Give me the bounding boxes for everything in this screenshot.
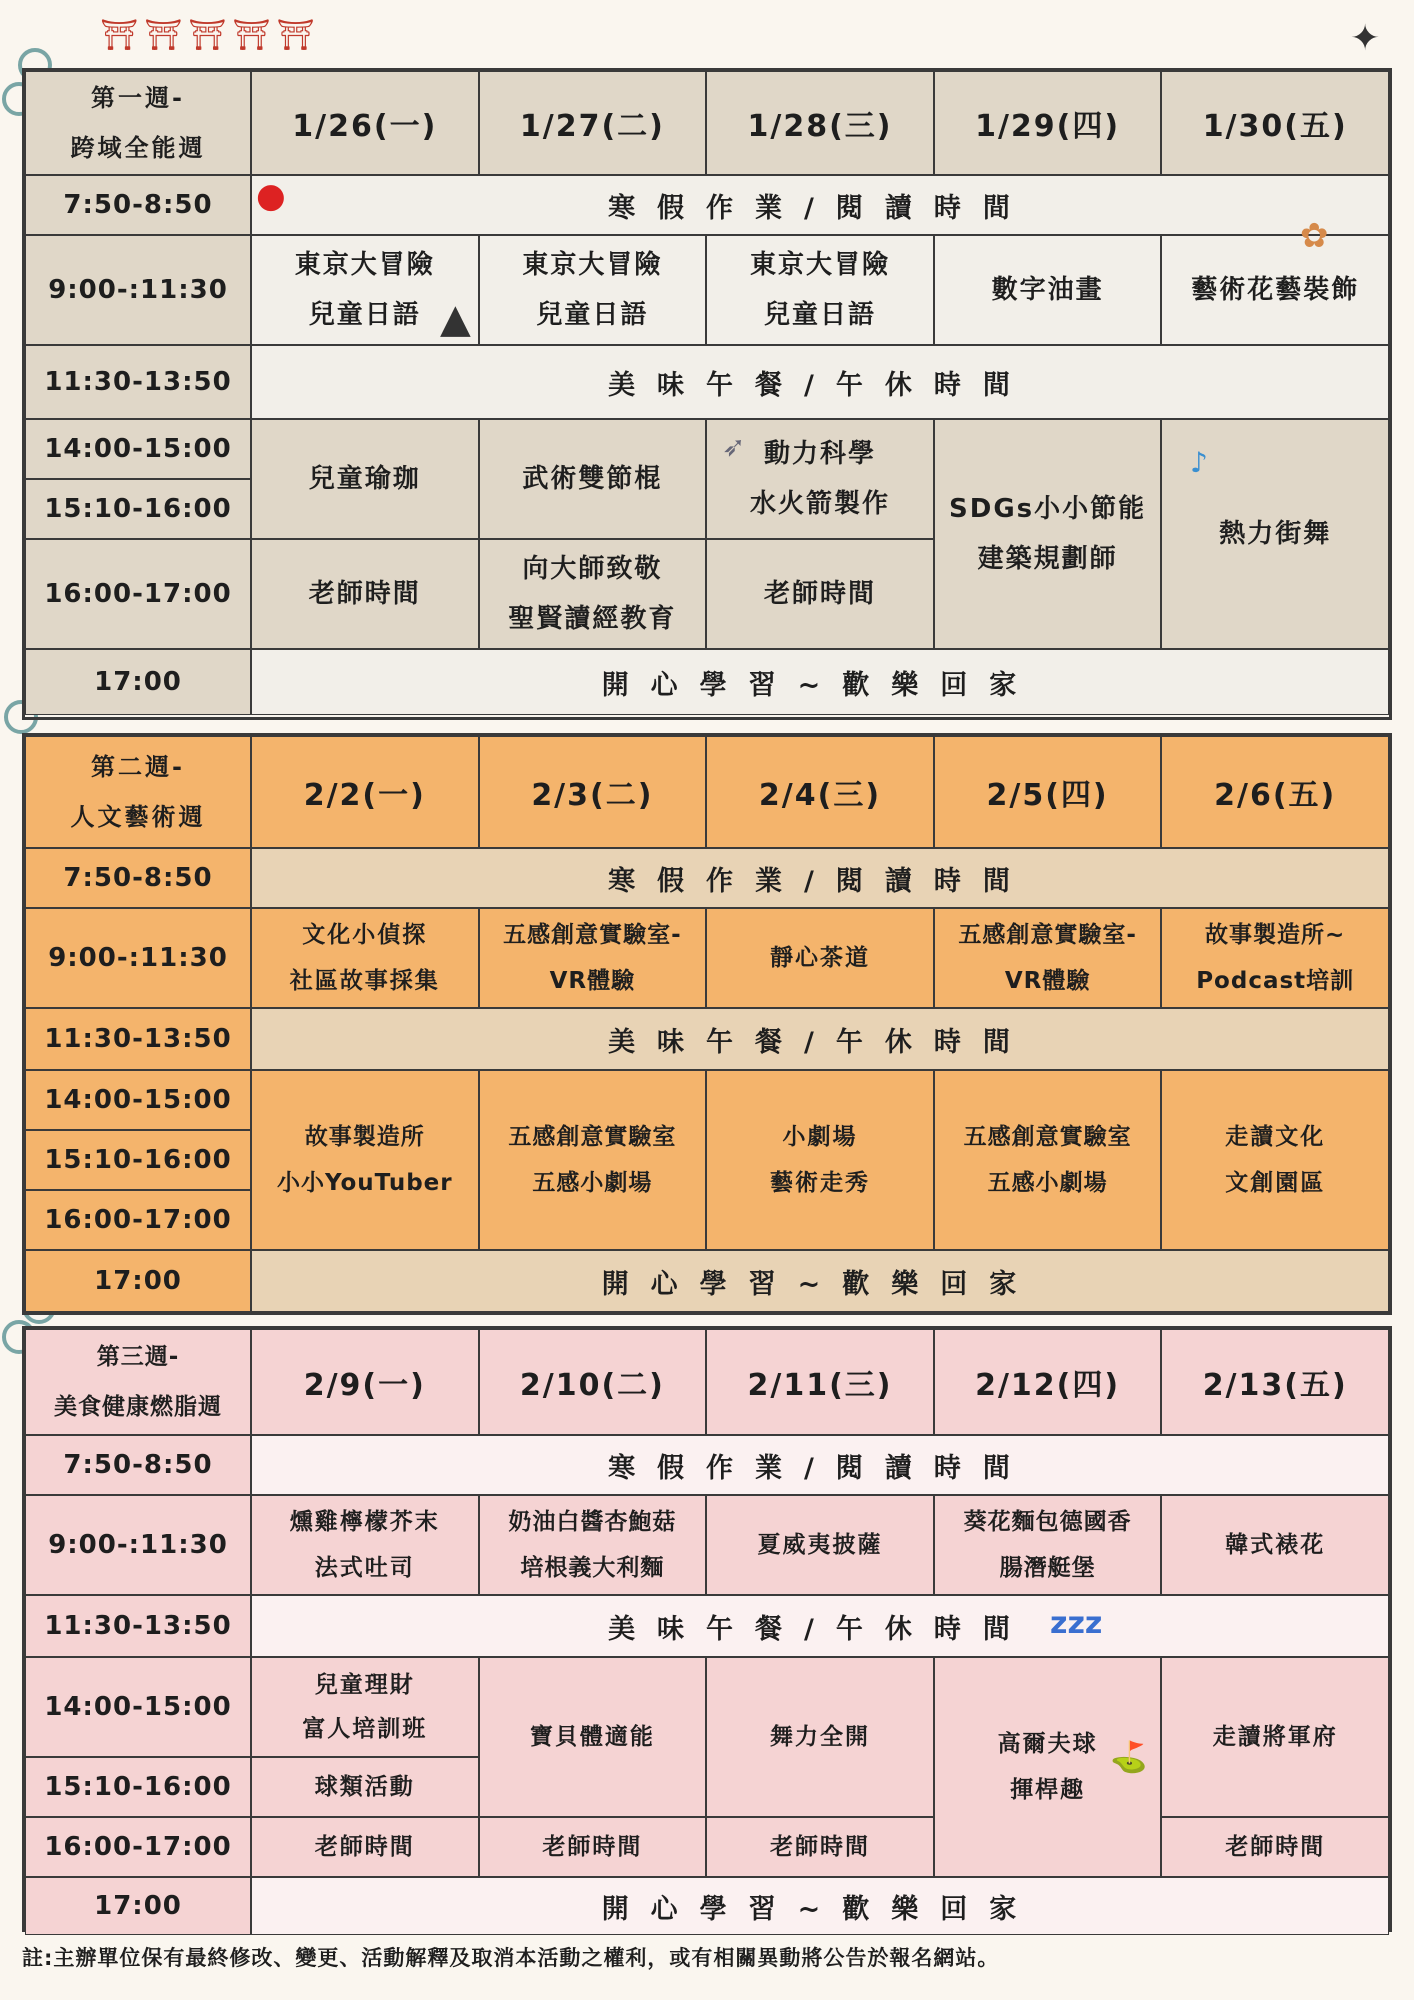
day-header: 1/30(五): [1161, 71, 1389, 175]
music-icon: ♪: [1190, 446, 1208, 479]
activity-cell: 熱力街舞: [1161, 419, 1389, 649]
day-header: 1/28(三): [706, 71, 934, 175]
logo-icon: ✦: [1350, 18, 1381, 59]
homework-row: 寒假作業/閱讀時間: [251, 1435, 1389, 1495]
time-slot: 15:10-16:00: [25, 1130, 251, 1190]
activity-cell: [251, 1495, 479, 1595]
activity-line: 兒童理財: [314, 1672, 415, 1698]
activity-cell: 老師時間: [1161, 1817, 1389, 1877]
day-header: 1/29(四): [934, 71, 1162, 175]
day-header: 2/5(四): [934, 736, 1162, 848]
activity-cell: [934, 908, 1162, 1008]
activity-line: 五感創意實驗室: [963, 1124, 1132, 1150]
activity-cell: [479, 1495, 707, 1595]
activity-line: 文創園區: [1225, 1170, 1326, 1196]
week-title-line: 美食健康燃脂週: [54, 1394, 222, 1420]
activity-cell: 老師時間: [706, 539, 934, 649]
activity-line: 夏威夷披薩: [757, 1532, 883, 1558]
day-header: 2/6(五): [1161, 736, 1389, 848]
activity-line: 五感創意實驗室-: [958, 922, 1137, 948]
activity-cell: [706, 235, 934, 345]
day-header: 2/4(三): [706, 736, 934, 848]
activity-line: 腸潛艇堡: [999, 1555, 1096, 1581]
japan-flag-icon: ●: [256, 176, 286, 216]
activity-cell: [934, 1070, 1162, 1250]
flower-icon: ✿: [1300, 216, 1329, 256]
activity-line: 五感創意實驗室: [508, 1124, 677, 1150]
time-slot: 16:00-17:00: [25, 1190, 251, 1250]
day-header: 2/2(一): [251, 736, 479, 848]
time-slot: 11:30-13:50: [25, 345, 251, 419]
time-slot: 17:00: [25, 1877, 251, 1935]
activity-cell: [479, 908, 707, 1008]
home-row: 開心學習~歡樂回家: [251, 1250, 1389, 1312]
week-title-line: 人文藝術週: [70, 803, 206, 831]
activity-cell: [479, 1070, 707, 1250]
activity-cell: 老師時間: [706, 1817, 934, 1877]
time-slot: 16:00-17:00: [25, 1817, 251, 1877]
time-slot: 17:00: [25, 1250, 251, 1312]
lunch-row: 美味午餐/午休時間: [251, 1008, 1389, 1070]
robot-row-icon: ⛩⛩⛩⛩⛩: [100, 18, 321, 53]
time-slot: 9:00-:11:30: [25, 235, 251, 345]
activity-line: 燻雞檸檬芥末: [289, 1509, 440, 1535]
activity-line: 五感小劇場: [987, 1170, 1108, 1196]
activity-line: 兒童日語: [763, 300, 876, 330]
activity-line: 小小YouTuber: [276, 1170, 453, 1196]
activity-line: 富人培訓班: [302, 1716, 428, 1742]
week-title: [25, 736, 251, 848]
time-slot: 7:50-8:50: [25, 848, 251, 908]
homework-row: 寒假作業/閱讀時間: [251, 175, 1389, 235]
rocket-icon: ➶: [722, 430, 746, 463]
activity-line: 數字油畫: [991, 275, 1104, 305]
time-slot: 17:00: [25, 649, 251, 715]
day-header: 2/10(二): [479, 1329, 707, 1435]
activity-cell: 老師時間: [479, 1817, 707, 1877]
time-slot: 11:30-13:50: [25, 1595, 251, 1657]
activity-line: 奶油白醬杏鮑菇: [508, 1509, 677, 1535]
week-title-line: 第二週-: [91, 753, 185, 781]
time-slot: 11:30-13:50: [25, 1008, 251, 1070]
activity-line: Podcast培訓: [1196, 968, 1355, 994]
activity-line: 藝術花藝裝飾: [1191, 275, 1360, 305]
week-3-table: [22, 1326, 1392, 1932]
activity-line: 聖賢讀經教育: [508, 604, 677, 634]
activity-cell: [706, 1495, 934, 1595]
activity-cell: [1161, 1495, 1389, 1595]
activity-cell: 寶貝體適能: [479, 1657, 707, 1817]
activity-cell: [479, 539, 707, 649]
time-slot: 14:00-15:00: [25, 1070, 251, 1130]
week-title: [25, 1329, 251, 1435]
activity-line: 兒童日語: [536, 300, 649, 330]
day-header: 2/3(二): [479, 736, 707, 848]
activity-line: 水火箭製作: [749, 489, 890, 519]
activity-line: 小劇場: [782, 1124, 858, 1150]
activity-line: 高爾夫球: [997, 1731, 1098, 1757]
lunch-row: 美味午餐/午休時間: [251, 345, 1389, 419]
activity-line: 東京大冒險: [522, 250, 663, 280]
day-header: 1/26(一): [251, 71, 479, 175]
activity-cell: [1161, 1070, 1389, 1250]
activity-cell: 球類活動: [251, 1757, 479, 1817]
activity-line: 動力科學: [763, 439, 876, 469]
time-slot: 14:00-15:00: [25, 1657, 251, 1757]
activity-line: 故事製造所~: [1205, 922, 1346, 948]
activity-line: VR體驗: [549, 968, 636, 994]
activity-line: 揮桿趣: [1010, 1777, 1086, 1803]
activity-line: 東京大冒險: [294, 250, 435, 280]
sleep-icon: zzz: [1050, 1606, 1103, 1641]
activity-line: 五感創意實驗室-: [503, 922, 682, 948]
activity-cell: [479, 235, 707, 345]
home-row: 開心學習~歡樂回家: [251, 649, 1389, 715]
activity-line: 靜心茶道: [769, 945, 870, 971]
week-title-line: 跨域全能週: [70, 134, 206, 162]
week-title-line: 第三週-: [96, 1344, 180, 1370]
homework-row: 寒假作業/閱讀時間: [251, 848, 1389, 908]
activity-line: 向大師致敬: [522, 554, 663, 584]
week-1-table: [22, 68, 1392, 720]
time-slot: 14:00-15:00: [25, 419, 251, 479]
activity-cell: 老師時間: [251, 539, 479, 649]
home-row: 開心學習~歡樂回家: [251, 1877, 1389, 1935]
activity-cell: [934, 1495, 1162, 1595]
day-header: 2/9(一): [251, 1329, 479, 1435]
activity-cell: [934, 419, 1162, 649]
activity-cell: [251, 1657, 479, 1757]
activity-cell: [251, 1070, 479, 1250]
activity-cell: 老師時間: [251, 1817, 479, 1877]
activity-cell: 兒童瑜珈: [251, 419, 479, 539]
activity-line: 葵花麵包德國香: [963, 1509, 1132, 1535]
day-header: 2/11(三): [706, 1329, 934, 1435]
activity-line: 五感小劇場: [532, 1170, 653, 1196]
activity-cell: 走讀將軍府: [1161, 1657, 1389, 1817]
activity-cell: [706, 1070, 934, 1250]
day-header: 2/12(四): [934, 1329, 1162, 1435]
activity-line: 藝術走秀: [769, 1170, 870, 1196]
time-slot: 16:00-17:00: [25, 539, 251, 649]
activity-line: 東京大冒險: [749, 250, 890, 280]
activity-line: 韓式裱花: [1225, 1532, 1326, 1558]
activity-line: 法式吐司: [314, 1555, 415, 1581]
activity-cell: 武術雙節棍: [479, 419, 707, 539]
activity-cell: 舞力全開: [706, 1657, 934, 1817]
activity-line: 走讀文化: [1225, 1124, 1326, 1150]
time-slot: 9:00-:11:30: [25, 1495, 251, 1595]
activity-line: SDGs小小節能: [949, 494, 1147, 524]
time-slot: 7:50-8:50: [25, 175, 251, 235]
activity-line: VR體驗: [1004, 968, 1091, 994]
mountain-icon: ▲: [440, 296, 471, 342]
time-slot: 15:10-16:00: [25, 1757, 251, 1817]
week-title-line: 第一週-: [91, 84, 185, 112]
activity-line: 兒童日語: [308, 300, 421, 330]
activity-cell: [1161, 908, 1389, 1008]
day-header: 2/13(五): [1161, 1329, 1389, 1435]
activity-line: 建築規劃師: [977, 544, 1118, 574]
activity-line: 社區故事採集: [289, 968, 440, 994]
golf-icon: ⛳: [1110, 1740, 1148, 1775]
week-title: [25, 71, 251, 175]
week-2-table: [22, 733, 1392, 1315]
activity-line: 培根義大利麵: [520, 1555, 665, 1581]
activity-cell: [934, 235, 1162, 345]
time-slot: 7:50-8:50: [25, 1435, 251, 1495]
activity-cell: [1161, 235, 1389, 345]
lunch-row: 美味午餐/午休時間: [251, 1595, 1389, 1657]
activity-line: 文化小偵探: [302, 922, 428, 948]
day-header: 1/27(二): [479, 71, 707, 175]
time-slot: 9:00-:11:30: [25, 908, 251, 1008]
activity-cell: [251, 908, 479, 1008]
activity-line: 故事製造所: [304, 1124, 425, 1150]
footer-note: 註:主辦單位保有最終修改、變更、活動解釋及取消本活動之權利，或有相關異動將公告於報名網站。: [22, 1946, 1000, 1970]
time-slot: 15:10-16:00: [25, 479, 251, 539]
activity-cell: [706, 908, 934, 1008]
